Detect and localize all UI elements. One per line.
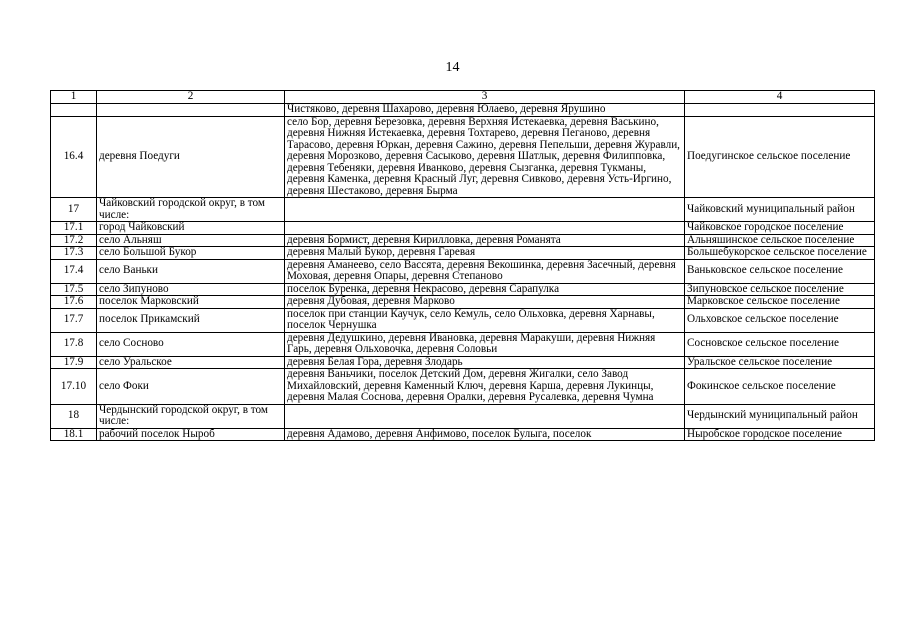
settlement-name-cell: город Чайковский — [97, 222, 285, 235]
column-header-1: 1 — [51, 91, 97, 104]
included-settlements-cell: деревня Малый Букор, деревня Гаревая — [285, 247, 685, 260]
settlement-name-cell: село Фоки — [97, 369, 285, 405]
settlement-name-cell: село Сосново — [97, 332, 285, 356]
municipal-formation-cell: Ольховское сельское поселение — [685, 308, 875, 332]
row-number-cell: 17.1 — [51, 222, 97, 235]
municipal-formation-cell: Сосновское сельское поселение — [685, 332, 875, 356]
included-settlements-cell: Чистяково, деревня Шахарово, деревня Юлаево, деревня Ярушино — [285, 104, 685, 117]
municipal-formation-cell: Чердынский муниципальный район — [685, 404, 875, 428]
page-number: 14 — [445, 60, 460, 75]
row-number-cell: 18 — [51, 404, 97, 428]
municipal-formation-cell: Ваньковское сельское поселение — [685, 259, 875, 283]
included-settlements-cell: деревня Аманеево, село Вассята, деревня Векошинка, деревня Засечный, деревня Моховая, деревня Опары, деревня Степаново — [285, 259, 685, 283]
table-row — [51, 104, 875, 117]
settlement-name-cell: село Зипуново — [97, 283, 285, 296]
row-number-cell — [51, 104, 97, 117]
table-row — [51, 356, 875, 369]
included-settlements-cell: поселок при станции Каучук, село Кемуль, село Ольховка, деревня Харнавы, поселок Чернушка — [285, 308, 685, 332]
table-row — [51, 369, 875, 405]
row-number-cell: 17.8 — [51, 332, 97, 356]
included-settlements-cell — [285, 222, 685, 235]
municipal-formation-cell: Уральское сельское поселение — [685, 356, 875, 369]
settlement-name-cell: поселок Прикамский — [97, 308, 285, 332]
municipal-formation-cell: Ныробское городское поселение — [685, 428, 875, 441]
settlement-name-cell: село Ваньки — [97, 259, 285, 283]
settlement-name-cell: село Большой Букор — [97, 247, 285, 260]
table-row — [51, 308, 875, 332]
table-row — [51, 283, 875, 296]
row-number-cell: 17.9 — [51, 356, 97, 369]
row-number-cell: 17.2 — [51, 234, 97, 247]
table-row — [51, 428, 875, 441]
included-settlements-cell: село Бор, деревня Березовка, деревня Верхняя Истекаевка, деревня Васькино, деревня Нижняя Истекаевка, деревня Тохтарево, деревня Пеганово, деревня Тарасово, деревня Юркан, деревня Сажино, деревня Пепельши, деревня Журавли, деревня Морозково, деревня Сасыково, деревня Шатлык, деревня Филипповка, деревня Тебеняки, деревня Иванково, деревня Сызганка, деревня Тукманы, деревня Каменка, деревня Красный Луг, деревня Сивково, деревня Усть-Иргино, деревня Шестаково, деревня Бырма — [285, 116, 685, 198]
row-number-cell: 17 — [51, 198, 97, 222]
settlement-name-cell: Чердынский городской округ, в том числе: — [97, 404, 285, 428]
table-row — [51, 296, 875, 309]
table-row — [51, 259, 875, 283]
settlement-name-cell: Чайковский городской округ, в том числе: — [97, 198, 285, 222]
included-settlements-cell: деревня Дубовая, деревня Марково — [285, 296, 685, 309]
column-header-3: 3 — [285, 91, 685, 104]
row-number-cell: 17.7 — [51, 308, 97, 332]
table-row — [51, 404, 875, 428]
municipal-formation-cell: Марковское сельское поселение — [685, 296, 875, 309]
included-settlements-cell: деревня Дедушкино, деревня Ивановка, деревня Маракуши, деревня Нижняя Гарь, деревня Ольховочка, деревня Соловьи — [285, 332, 685, 356]
settlement-name-cell: рабочий поселок Ныроб — [97, 428, 285, 441]
table-row — [51, 247, 875, 260]
municipal-formation-cell — [685, 104, 875, 117]
municipal-formation-cell: Чайковский муниципальный район — [685, 198, 875, 222]
row-number-cell: 17.3 — [51, 247, 97, 260]
row-number-cell: 18.1 — [51, 428, 97, 441]
settlement-name-cell — [97, 104, 285, 117]
municipal-formation-cell: Большебукорское сельское поселение — [685, 247, 875, 260]
column-header-2: 2 — [97, 91, 285, 104]
table-body — [51, 91, 875, 441]
table-row — [51, 222, 875, 235]
included-settlements-cell — [285, 198, 685, 222]
municipal-formation-cell: Поедугинское сельское поселение — [685, 116, 875, 198]
table-header-row — [51, 91, 875, 104]
table-row — [51, 198, 875, 222]
column-header-4: 4 — [685, 91, 875, 104]
table-row — [51, 234, 875, 247]
row-number-cell: 17.10 — [51, 369, 97, 405]
municipal-formation-cell: Зипуновское сельское поселение — [685, 283, 875, 296]
included-settlements-cell: деревня Ваньчики, поселок Детский Дом, деревня Жигалки, село Завод Михайловский, деревня Каменный Ключ, деревня Карша, деревня Лукинцы, деревня Малая Соснова, деревня Оралки, деревня Русалевка, деревня Чумна — [285, 369, 685, 405]
settlement-name-cell: село Альняш — [97, 234, 285, 247]
table-row — [51, 116, 875, 198]
settlements-table — [50, 90, 875, 441]
included-settlements-cell: деревня Белая Гора, деревня Злодарь — [285, 356, 685, 369]
row-number-cell: 17.4 — [51, 259, 97, 283]
row-number-cell: 16.4 — [51, 116, 97, 198]
included-settlements-cell — [285, 404, 685, 428]
included-settlements-cell: деревня Адамово, деревня Анфимово, поселок Булыга, поселок — [285, 428, 685, 441]
municipal-formation-cell: Чайковское городское поселение — [685, 222, 875, 235]
settlement-name-cell: поселок Марковский — [97, 296, 285, 309]
settlement-name-cell: деревня Поедуги — [97, 116, 285, 198]
table-row — [51, 332, 875, 356]
row-number-cell: 17.6 — [51, 296, 97, 309]
settlement-name-cell: село Уральское — [97, 356, 285, 369]
included-settlements-cell: деревня Бормист, деревня Кирилловка, деревня Романята — [285, 234, 685, 247]
included-settlements-cell: поселок Буренка, деревня Некрасово, деревня Сарапулка — [285, 283, 685, 296]
municipal-formation-cell: Фокинское сельское поселение — [685, 369, 875, 405]
municipal-formation-cell: Альняшинское сельское поселение — [685, 234, 875, 247]
row-number-cell: 17.5 — [51, 283, 97, 296]
